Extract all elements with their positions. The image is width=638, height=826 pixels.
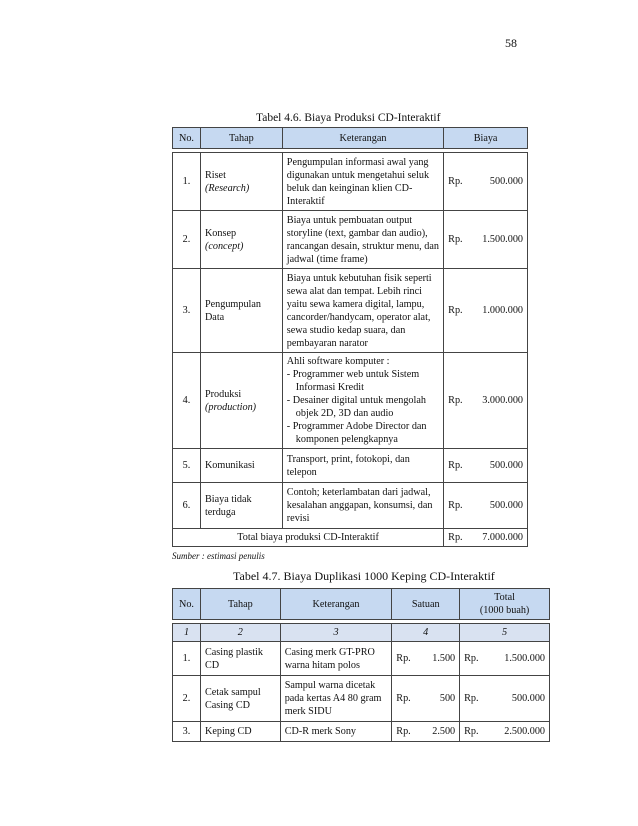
list-item: - Desainer digital untuk mengolah objek 2D, 3D dan audio <box>286 395 426 419</box>
table-row <box>173 676 550 722</box>
table-row <box>173 642 550 676</box>
row-tahap: Casing plastik CD <box>200 642 280 676</box>
row-satuan: Rp. 2.500 <box>392 722 460 742</box>
row-keterangan: Pengumpulan informasi awal yang digunakan untuk mengetahui seluk beluk dan keinginan klien CD-Interaktif <box>282 153 443 211</box>
header-satuan: Satuan <box>392 589 460 620</box>
table-row <box>173 211 528 269</box>
row-total: Rp. 2.500.000 <box>460 722 550 742</box>
row-keterangan: Biaya untuk kebutuhan fisik seperti sewa alat dan tempat. Lebih rinci yaitu sewa kamera digital, lampu, cancorder/handycam, operator alat, sewa studio kedap suara, dan pembayaran narator <box>282 269 443 353</box>
row-keterangan: Contoh; keterlambatan dari jadwal, kesalahan anggapan, konsumsi, dan revisi <box>282 483 443 529</box>
table1-caption: Tabel 4.6. Biaya Produksi CD-Interaktif <box>256 112 441 124</box>
table-row <box>173 269 528 353</box>
row-no: 6. <box>173 483 201 529</box>
row-no: 5. <box>173 449 201 483</box>
row-tahap: Riset (Research) <box>200 153 282 211</box>
row-keterangan: Ahli software komputer : - Programmer web untuk Sistem Informasi Kredit - Desainer digital untuk mengolah objek 2D, 3D dan audio - Programmer Adobe Director dan komponen pelengkapnya <box>282 353 443 449</box>
row-no: 2. <box>173 211 201 269</box>
row-no: 3. <box>173 722 201 742</box>
row-no: 3. <box>173 269 201 353</box>
source-note: Sumber : estimasi penulis <box>172 551 265 561</box>
page-number: 58 <box>505 36 517 50</box>
table2-header-row <box>173 589 550 620</box>
row-satuan: Rp. 500 <box>392 676 460 722</box>
row-keterangan: Transport, print, fotokopi, dan telepon <box>282 449 443 483</box>
column-number-row: 1 2 3 4 5 <box>173 624 550 642</box>
header-keterangan: Keterangan <box>282 128 443 149</box>
row-keterangan: Biaya untuk pembuatan output storyline (text, gambar dan audio), rancangan desain, struktur menu, dan jadwal (time frame) <box>282 211 443 269</box>
header-biaya: Biaya <box>444 128 528 149</box>
list-item: - Programmer web untuk Sistem Informasi Kredit <box>286 369 420 393</box>
table2-caption: Tabel 4.7. Biaya Duplikasi 1000 Keping CD-Interaktif <box>233 569 495 583</box>
total-label: Total biaya produksi CD-Interaktif <box>173 529 444 547</box>
production-cost-table <box>172 127 528 547</box>
row-biaya: Rp. 3.000.000 <box>444 353 528 449</box>
row-no: 2. <box>173 676 201 722</box>
row-biaya: Rp. 500.000 <box>444 153 528 211</box>
row-tahap: Pengumpulan Data <box>200 269 282 353</box>
table-row <box>173 483 528 529</box>
list-item: - Programmer Adobe Director dan komponen pelengkapnya <box>286 421 427 445</box>
header-tahap: Tahap <box>200 589 280 620</box>
row-biaya: Rp. 500.000 <box>444 483 528 529</box>
row-no: 1. <box>173 642 201 676</box>
table1-header-row <box>173 128 528 149</box>
row-tahap: Keping CD <box>200 722 280 742</box>
row-tahap: Komunikasi <box>200 449 282 483</box>
row-total: Rp. 500.000 <box>460 676 550 722</box>
table-row <box>173 722 550 742</box>
total-row <box>173 529 528 547</box>
table-row <box>173 449 528 483</box>
header-keterangan: Keterangan <box>280 589 392 620</box>
row-keterangan: CD-R merk Sony <box>280 722 392 742</box>
total-biaya: Rp. 7.000.000 <box>444 529 528 547</box>
row-keterangan: Sampul warna dicetak pada kertas A4 80 gram merk SIDU <box>280 676 392 722</box>
row-tahap: Cetak sampul Casing CD <box>200 676 280 722</box>
table-row <box>173 353 528 449</box>
row-biaya: Rp. 1.500.000 <box>444 211 528 269</box>
header-tahap: Tahap <box>200 128 282 149</box>
header-total: Total (1000 buah) <box>460 589 550 620</box>
table-row <box>173 153 528 211</box>
row-no: 1. <box>173 153 201 211</box>
row-no: 4. <box>173 353 201 449</box>
duplication-cost-table <box>172 588 550 742</box>
row-satuan: Rp. 1.500 <box>392 642 460 676</box>
row-keterangan: Casing merk GT-PRO warna hitam polos <box>280 642 392 676</box>
header-no: No. <box>173 589 201 620</box>
row-tahap: Produksi (production) <box>200 353 282 449</box>
row-total: Rp. 1.500.000 <box>460 642 550 676</box>
header-no: No. <box>173 128 201 149</box>
row-biaya: Rp. 500.000 <box>444 449 528 483</box>
row-biaya: Rp. 1.000.000 <box>444 269 528 353</box>
row-tahap: Konsep (concept) <box>200 211 282 269</box>
row-tahap: Biaya tidak terduga <box>200 483 282 529</box>
